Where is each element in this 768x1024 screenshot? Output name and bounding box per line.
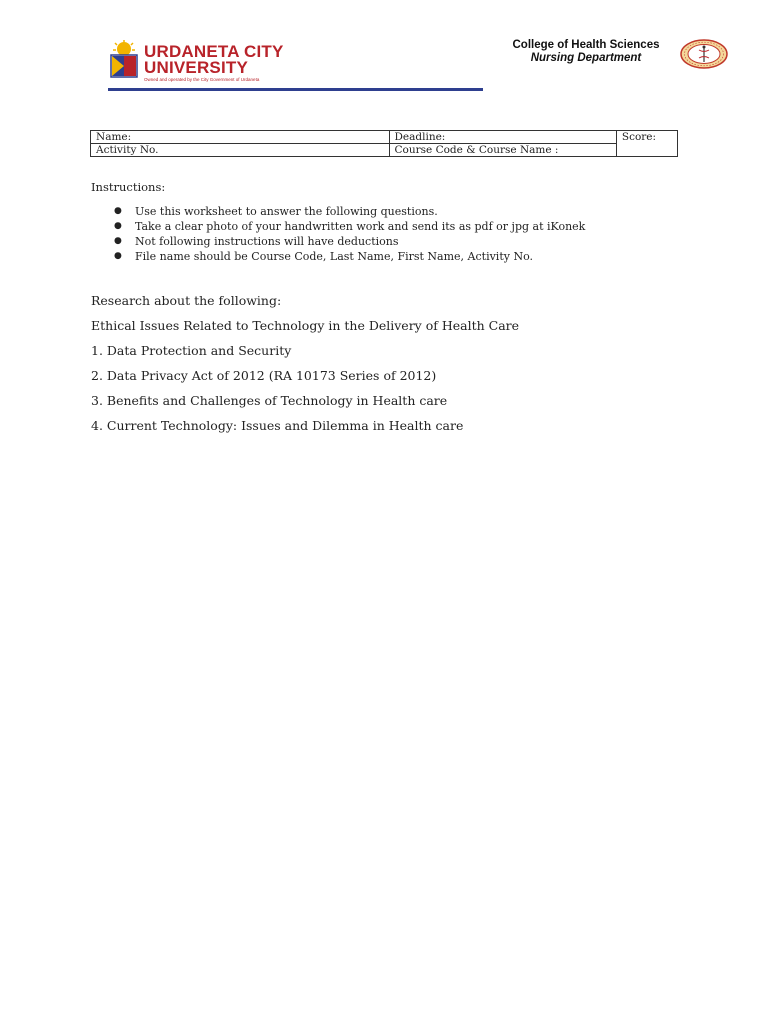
bullet-icon: ● <box>114 251 122 261</box>
instruction-text: Use this worksheet to answer the following questions. <box>135 205 438 218</box>
university-name-line1: URDANETA CITY <box>144 42 284 61</box>
university-name-line2: UNIVERSITY <box>144 58 249 77</box>
university-tagline: Owned and operated by the City Government of Urdaneta <box>144 77 260 82</box>
name-field[interactable] <box>91 131 390 144</box>
instructions-heading: Instructions: <box>91 180 166 194</box>
university-logo <box>108 40 484 92</box>
research-item: 2. Data Privacy Act of 2012 (RA 10173 Series of 2012) <box>91 368 437 383</box>
course-label: Course Code & Course Name : <box>394 144 559 156</box>
score-field[interactable] <box>616 131 677 157</box>
header-divider <box>108 88 483 91</box>
score-label: Score: <box>621 131 657 143</box>
table-row <box>91 131 678 144</box>
research-item: 3. Benefits and Challenges of Technology in Health care <box>91 393 448 408</box>
deadline-label: Deadline: <box>394 131 446 143</box>
list-item <box>112 249 585 264</box>
instruction-text: Not following instructions will have deductions <box>135 235 399 248</box>
bullet-icon: ● <box>114 236 122 246</box>
list-item <box>112 219 585 234</box>
college-heading <box>500 39 672 64</box>
instruction-text: Take a clear photo of your handwritten work and send its as pdf or jpg at iKonek <box>135 220 586 233</box>
activity-field[interactable] <box>91 144 390 157</box>
list-item <box>112 234 585 249</box>
department-name: Nursing Department <box>530 52 642 64</box>
bullet-icon: ● <box>114 221 122 231</box>
research-section <box>91 293 519 443</box>
table-row <box>91 144 678 157</box>
research-intro: Research about the following: <box>91 293 282 308</box>
instruction-text: File name should be Course Code, Last Name, First Name, Activity No. <box>135 250 533 263</box>
instructions-list <box>112 204 585 264</box>
research-item: 4. Current Technology: Issues and Dilemma in Health care <box>91 418 464 433</box>
university-logo-icon <box>108 40 140 80</box>
research-item: 1. Data Protection and Security <box>91 343 292 358</box>
course-field[interactable] <box>389 144 616 157</box>
student-info-table <box>90 130 678 157</box>
college-name: College of Health Sciences <box>512 39 660 51</box>
college-seal-icon <box>680 39 728 69</box>
activity-label: Activity No. <box>96 144 159 156</box>
deadline-field[interactable] <box>389 131 616 144</box>
bullet-icon: ● <box>114 206 122 216</box>
name-label: Name: <box>96 131 132 143</box>
list-item <box>112 204 585 219</box>
research-topic: Ethical Issues Related to Technology in the Delivery of Health Care <box>91 318 520 333</box>
